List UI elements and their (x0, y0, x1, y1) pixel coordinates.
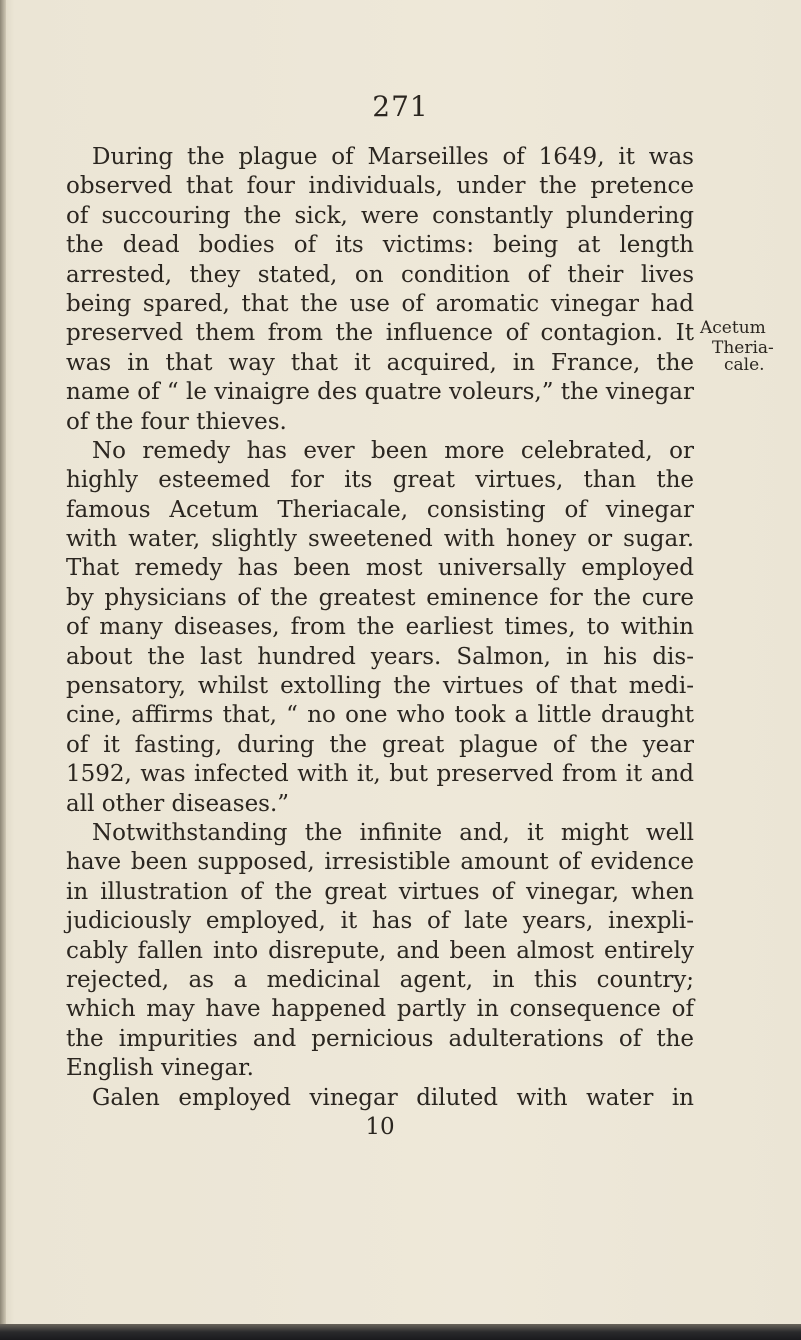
text-line: cine, affirms that, “ no one who took a little draught (66, 702, 694, 729)
text-line: No remedy has ever been more celebrated, or (92, 437, 694, 464)
text-line: was in that way that it acquired, in France, the (66, 349, 694, 376)
signature-mark: 10 (365, 1113, 395, 1140)
text-line: the impurities and pernicious adulterations of the (66, 1025, 694, 1052)
text-line: famous Acetum Theriacale, consisting of vinegar (66, 496, 694, 523)
text-line: rejected, as a medicinal agent, in this country; (66, 966, 694, 993)
text-line: arrested, they stated, on condition of their lives (66, 261, 694, 288)
text-line: of it fasting, during the great plague of the year (66, 731, 694, 758)
text-line: in illustration of the great virtues of vinegar, when (66, 878, 694, 905)
text-line: 1592, was infected with it, but preserved from it and (66, 761, 694, 788)
text-line: with water, slightly sweetened with honey or sugar. (66, 526, 694, 553)
text-line: That remedy has been most universally employed (66, 555, 694, 582)
page-number: 271 (372, 90, 429, 123)
text-line: English vinegar. (66, 1055, 254, 1082)
text-line: the dead bodies of its victims: being at length (66, 232, 694, 259)
text-line: During the plague of Marseilles of 1649, it was (92, 144, 694, 170)
page-left-edge (0, 0, 6, 1340)
text-line: of the four thieves. (66, 408, 287, 435)
text-line: being spared, that the use of aromatic vinegar had (66, 290, 694, 317)
text-line: name of “ le vinaigre des quatre voleurs,” the vinegar (66, 379, 694, 406)
text-line: of succouring the sick, were constantly plundering (66, 202, 694, 229)
margin-note (700, 320, 800, 374)
text-line: of many diseases, from the earliest times, to within (66, 614, 694, 641)
text-line: which may have happened partly in consequence of (66, 996, 694, 1023)
text-line: judiciously employed, it has of late years, inexpli- (66, 908, 694, 935)
page-bottom-edge (0, 1324, 801, 1340)
text-line: highly esteemed for its great virtues, than the (66, 467, 694, 494)
margin-note-line: cale. (724, 355, 765, 375)
margin-note-line: Theria- (712, 338, 774, 358)
text-line: all other diseases.” (66, 790, 290, 817)
text-line: pensatory, whilst extolling the virtues of that medi- (66, 673, 694, 700)
text-line: Notwithstanding the infinite and, it might well (92, 819, 694, 846)
text-line: about the last hundred years. Salmon, in his dis- (66, 643, 694, 670)
text-line: Galen employed vinegar diluted with water in (92, 1084, 694, 1111)
margin-note-line: Acetum (700, 318, 766, 338)
text-line: cably fallen into disrepute, and been almost entirely (66, 937, 694, 964)
text-line: have been supposed, irresistible amount of evidence (66, 849, 694, 876)
text-line: observed that four individuals, under the pretence (66, 173, 694, 200)
body-text (66, 143, 694, 1142)
text-line: preserved them from the influence of contagion. It (66, 320, 694, 347)
text-line: by physicians of the greatest eminence for the cure (66, 584, 694, 611)
